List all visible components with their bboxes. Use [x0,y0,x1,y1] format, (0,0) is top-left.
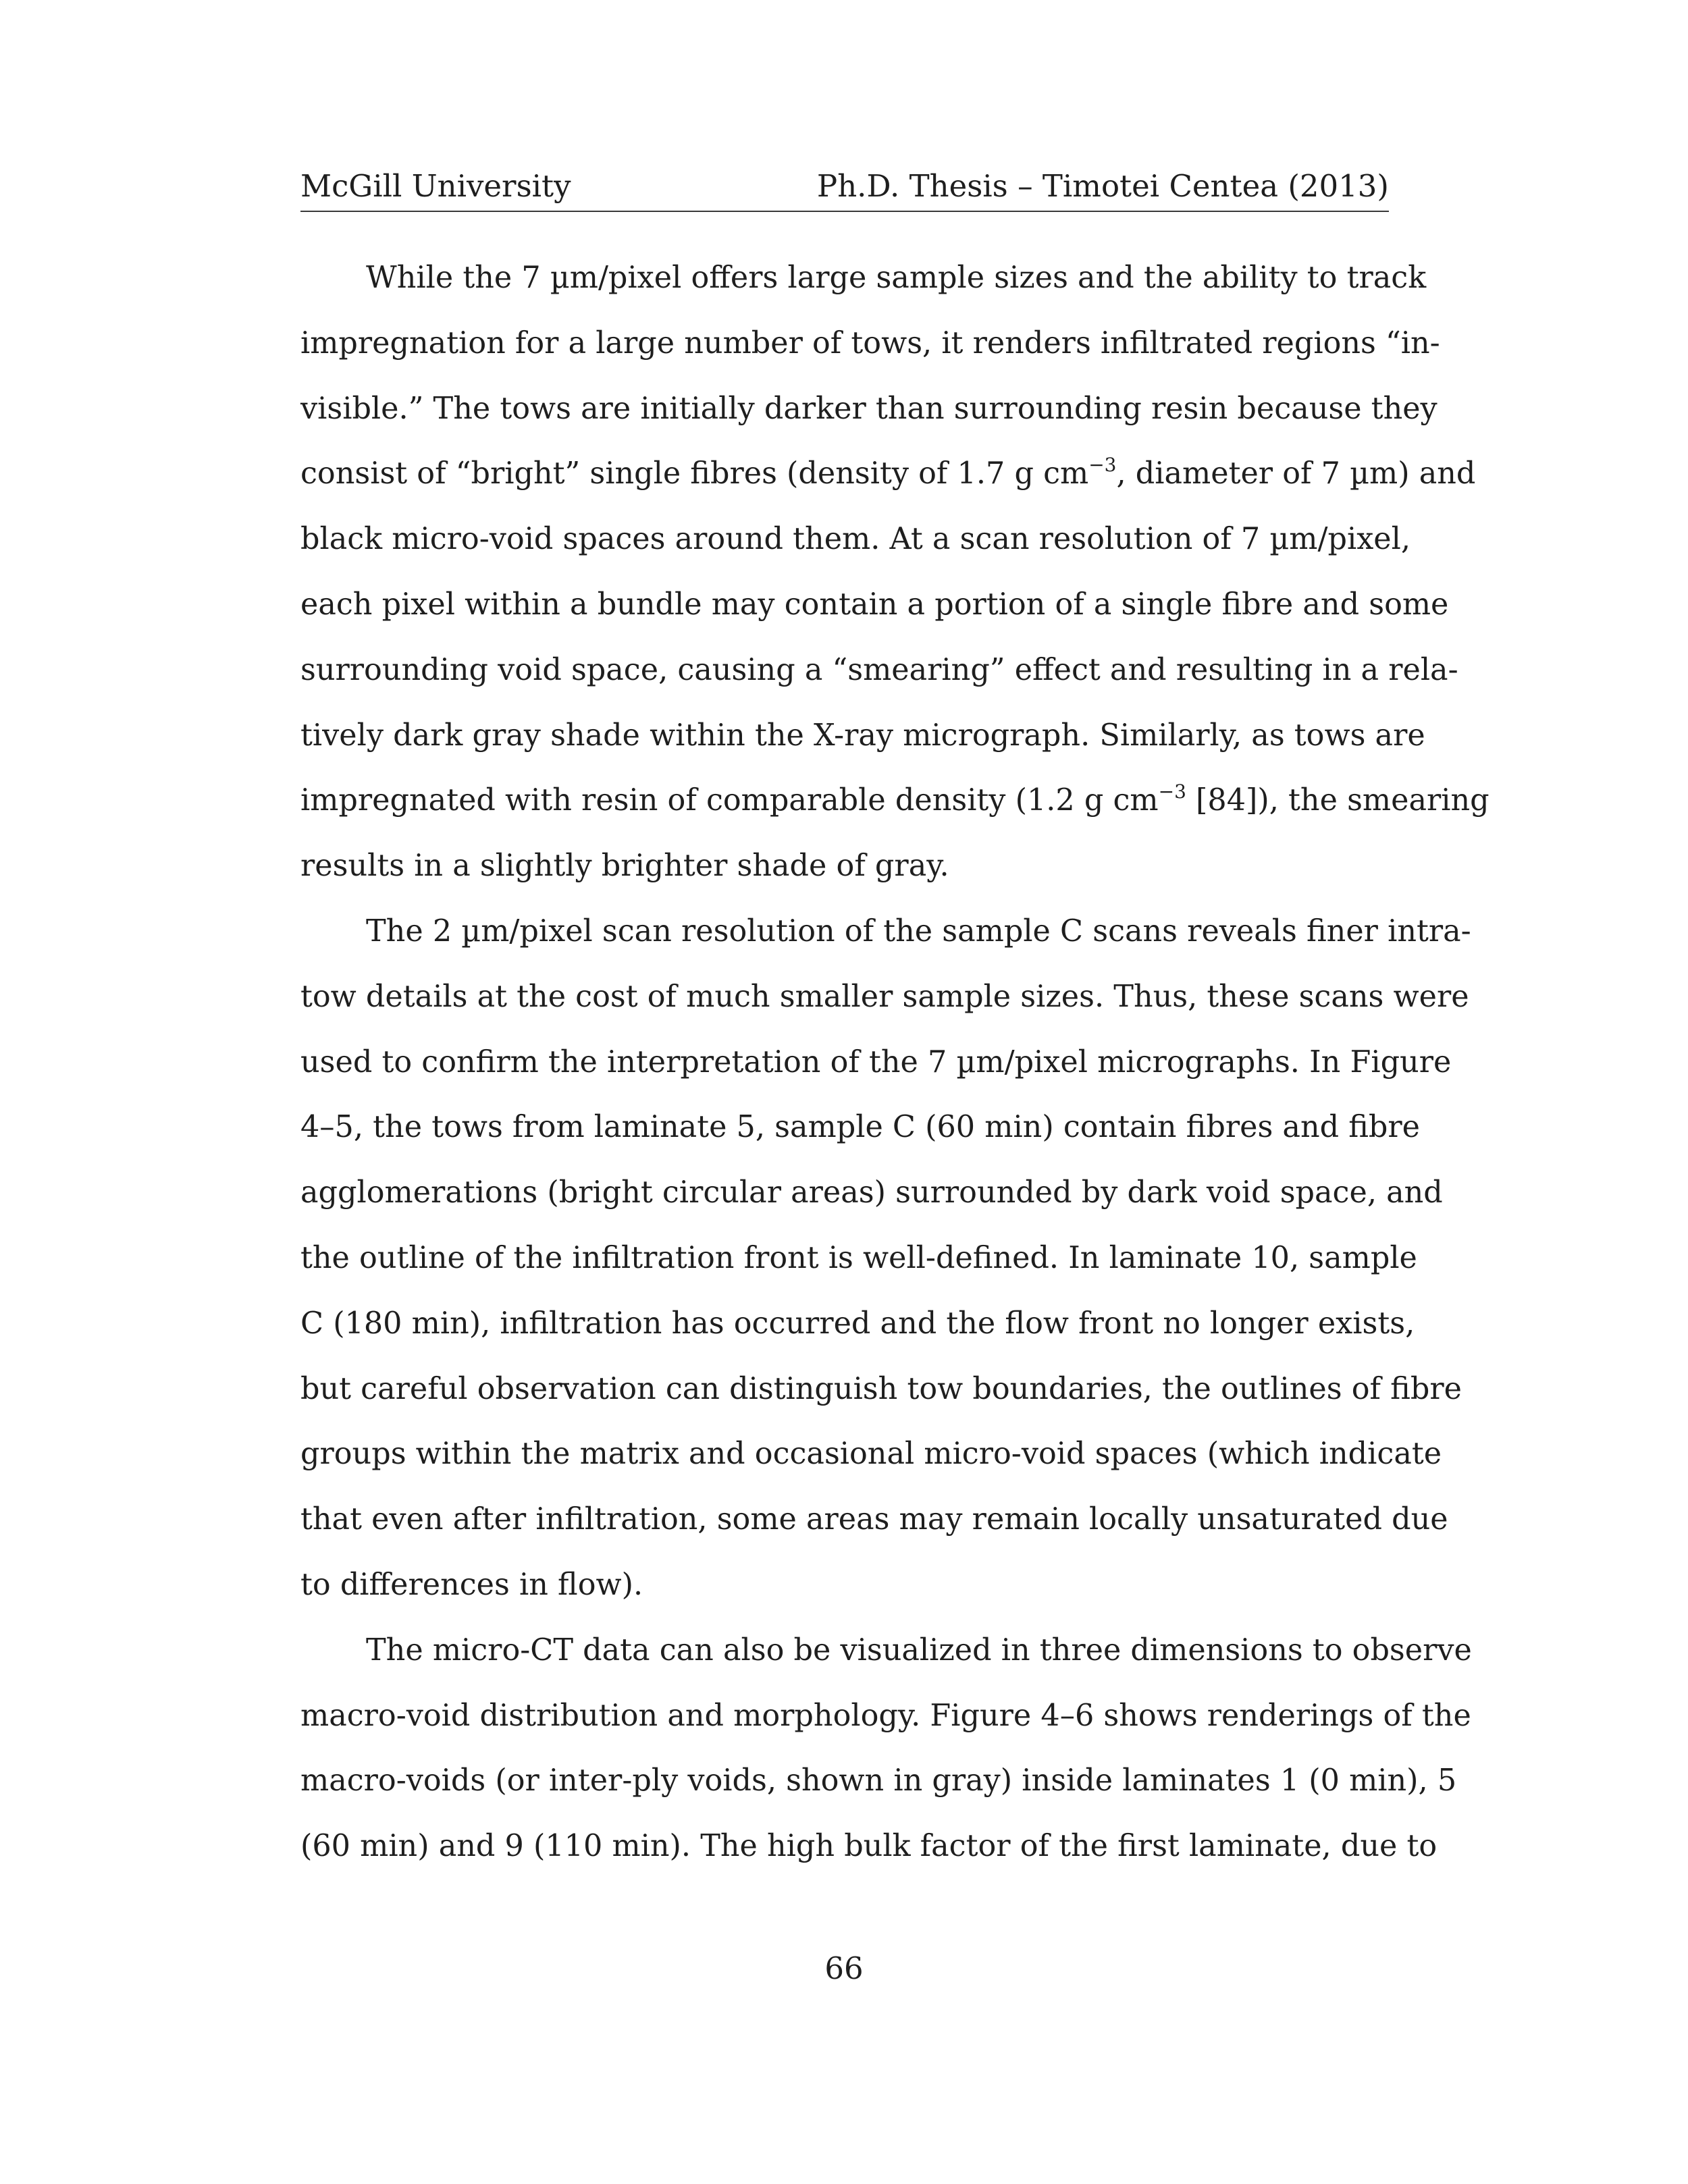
text-line: surrounding void space, causing a “smearing” effect and resulting in a rela- [300,652,1458,687]
text-line: to differences in flow). [300,1567,643,1602]
text-line [300,768,1489,834]
text-line: groups within the matrix and occasional micro-void spaces (which indicate [300,1437,1442,1472]
text-line: used to confirm the interpretation of the 7 µm/pixel micrographs. In Figure [300,1044,1452,1080]
text-segment: , diameter of 7 µm) and [1116,456,1476,491]
text-line: tow details at the cost of much smaller sample sizes. Thus, these scans were [300,979,1469,1014]
text-segment: [84]), the smearing [1186,783,1489,818]
text-line: (60 min) and 9 (110 min). The high bulk factor of the first laminate, due to [300,1829,1438,1864]
header-thesis-title: Ph.D. Thesis – Timotei Centea (2013) [816,168,1389,204]
text-line: 4–5, the tows from laminate 5, sample C (60 min) contain fibres and fibre [300,1110,1421,1145]
text-line: each pixel within a bundle may contain a portion of a single fibre and some [300,587,1449,622]
text-line: visible.” The tows are initially darker than surrounding resin because they [300,391,1438,426]
text-line: macro-void distribution and morphology. Figure 4–6 shows renderings of the [300,1698,1471,1733]
text-line: that even after infiltration, some areas may remain locally unsaturated due [300,1502,1448,1537]
text-segment: impregnated with resin of comparable density (1.2 g cm [300,783,1159,818]
text-line: the outline of the infiltration front is well-defined. In laminate 10, sample [300,1240,1417,1275]
paragraph-2 [300,899,1471,1618]
text-line: The micro-CT data can also be visualized in three dimensions to observe [366,1632,1472,1668]
main-text [300,246,1489,1880]
text-line: C (180 min), infiltration has occurred and the flow front no longer exists, [300,1306,1415,1341]
paragraph-3 [300,1618,1472,1880]
text-line: tively dark gray shade within the X-ray micrograph. Similarly, as tows are [300,718,1425,753]
text-line: but careful observation can distinguish tow boundaries, the outlines of fibre [300,1371,1462,1406]
page-number: 66 [824,1950,864,1986]
running-header [300,162,1389,212]
text-line: agglomerations (bright circular areas) surrounded by dark void space, and [300,1175,1443,1210]
text-line: While the 7 µm/pixel offers large sample sizes and the ability to track [366,261,1427,295]
superscript: −3 [1088,454,1117,477]
text-line: results in a slightly brighter shade of gray. [300,849,949,884]
superscript: −3 [1158,780,1186,803]
text-line [300,442,1476,507]
paragraph-1 [300,246,1489,899]
header-institution: McGill University [300,168,571,204]
text-line: impregnation for a large number of tows, it renders infiltrated regions “in- [300,325,1440,361]
text-line: The 2 µm/pixel scan resolution of the sample C scans reveals finer intra- [366,913,1471,949]
text-line: black micro-void spaces around them. At a scan resolution of 7 µm/pixel, [300,522,1411,557]
text-segment: consist of “bright” single fibres (density of 1.7 g cm [300,456,1089,491]
text-line: macro-voids (or inter-ply voids, shown in gray) inside laminates 1 (0 min), 5 [300,1763,1457,1799]
